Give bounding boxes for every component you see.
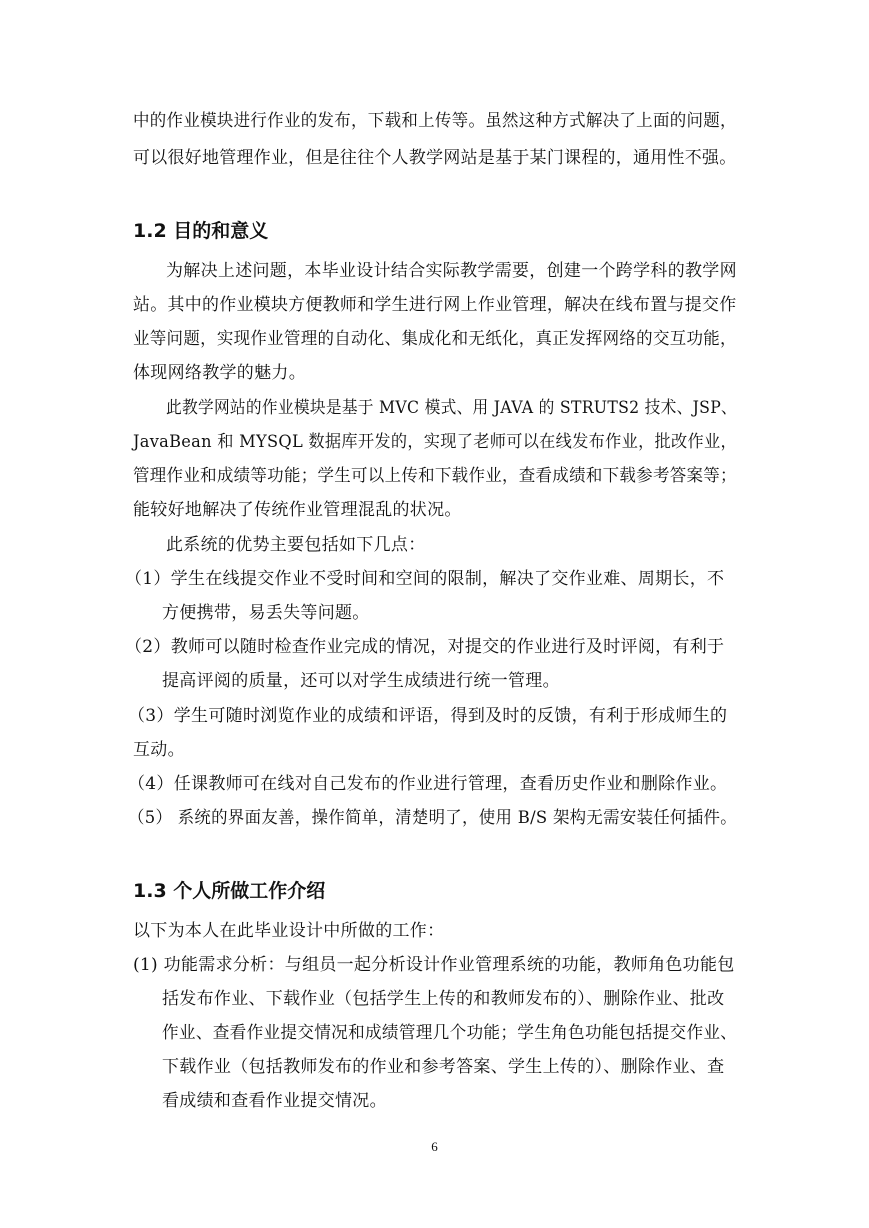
list-item: （1）学生在线提交作业不受时间和空间的限制，解决了交作业难、周期长，不 [125, 569, 725, 589]
intro-line: 可以很好地管理作业，但是往往个人教学网站是基于某门课程的，通用性不强。 [133, 148, 737, 168]
section-heading-1-3: 1.3 个人所做工作介绍 [133, 880, 326, 902]
list-item: （2）教师可以随时检查作业完成的情况，对提交的作业进行及时评阅，有利于 [125, 637, 725, 657]
paragraph-line: 此教学网站的作业模块是基于 MVC 模式、用 JAVA 的 STRUTS2 技术、JSP、 [166, 398, 738, 418]
paragraph-line: 能较好地解决了传统作业管理混乱的状况。 [133, 500, 462, 520]
list-item-continuation: 互动。 [133, 740, 185, 760]
list-item: （4）任课教师可在线对自己发布的作业进行管理，查看历史作业和删除作业。 [128, 774, 728, 794]
list-item: (1) 功能需求分析：与组员一起分析设计作业管理系统的功能，教师角色功能包 [133, 955, 735, 975]
paragraph-line: 业等问题，实现作业管理的自动化、集成化和无纸化，真正发挥网络的交互功能， [133, 329, 737, 349]
paragraph-line: JavaBean 和 MYSQL 数据库开发的，实现了老师可以在线发布作业，批改作业， [133, 432, 737, 452]
list-item-continuation: 括发布作业、下载作业（包括学生上传的和教师发布的）、删除作业、批改 [162, 989, 725, 1009]
paragraph-line: 站。其中的作业模块方便教师和学生进行网上作业管理，解决在线布置与提交作 [133, 295, 737, 315]
intro-line: 中的作业模块进行作业的发布，下载和上传等。虽然这种方式解决了上面的问题， [133, 111, 737, 131]
list-item-continuation: 方便携带，易丢失等问题。 [162, 603, 370, 623]
list-item-continuation: 提高评阅的质量，还可以对学生成绩进行统一管理。 [162, 671, 560, 691]
list-item-continuation: 作业、查看作业提交情况和成绩管理几个功能；学生角色功能包括提交作业、 [162, 1023, 738, 1043]
list-item-continuation: 看成绩和查看作业提交情况。 [162, 1091, 387, 1111]
list-item: （3）学生可随时浏览作业的成绩和评语，得到及时的反馈，有利于形成师生的 [128, 706, 728, 726]
list-item: （5） 系统的界面友善，操作简单，清楚明了，使用 B/S 架构无需安装任何插件。 [128, 808, 737, 828]
list-item-continuation: 下载作业（包括教师发布的作业和参考答案、学生上传的）、删除作业、查 [162, 1057, 725, 1077]
paragraph-line: 以下为本人在此毕业设计中所做的工作： [133, 921, 445, 941]
page-number: 6 [431, 1139, 438, 1154]
paragraph-line: 为解决上述问题，本毕业设计结合实际教学需要，创建一个跨学科的教学网 [166, 261, 737, 281]
section-heading-1-2: 1.2 目的和意义 [133, 220, 269, 242]
paragraph-line: 此系统的优势主要包括如下几点： [166, 535, 426, 555]
paragraph-line: 管理作业和成绩等功能；学生可以上传和下载作业，查看成绩和下载参考答案等； [133, 466, 737, 486]
paragraph-line: 体现网络教学的魅力。 [133, 363, 306, 383]
